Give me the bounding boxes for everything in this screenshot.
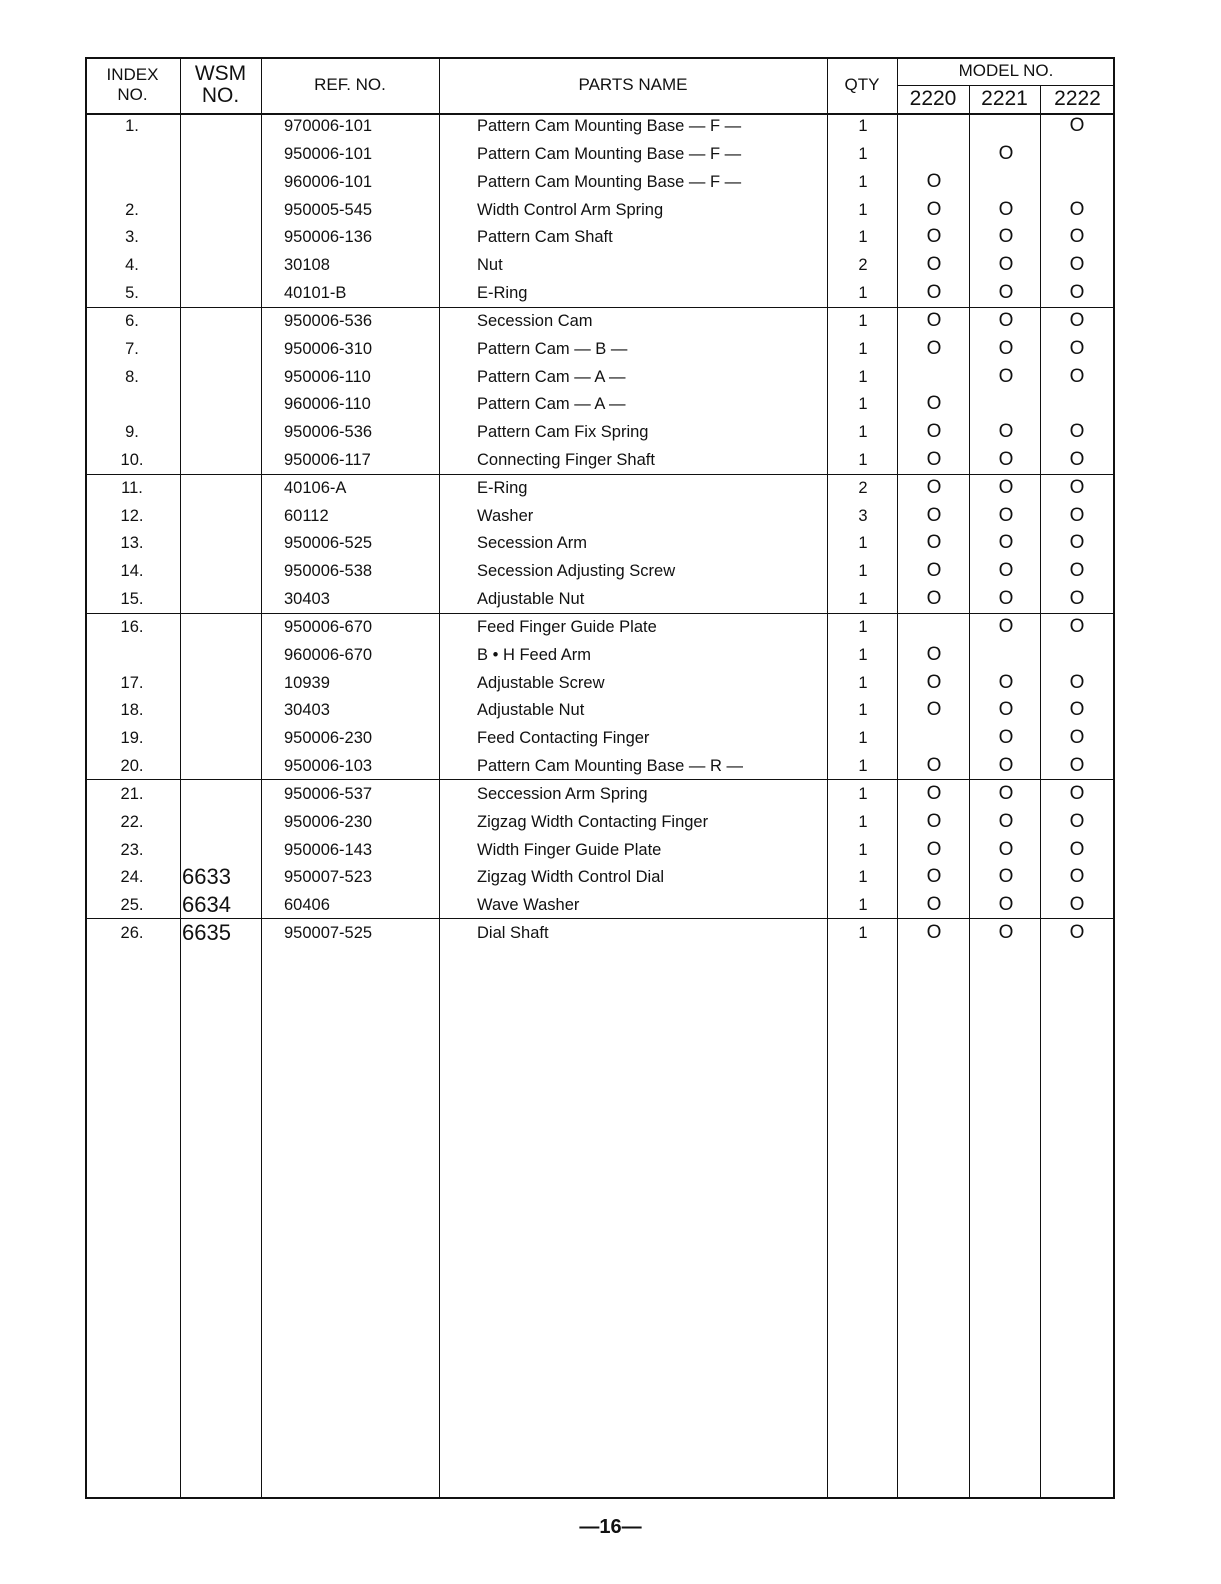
qty-cell: 1 bbox=[858, 924, 868, 943]
column-divider bbox=[827, 57, 828, 1499]
parts-name-cell: Zigzag Width Contacting Finger bbox=[477, 812, 709, 831]
header-parts-name: PARTS NAME bbox=[578, 75, 688, 94]
parts-table bbox=[85, 57, 1115, 1499]
model-2221-mark: O bbox=[998, 615, 1014, 637]
model-2220-mark: O bbox=[926, 393, 942, 415]
index-cell bbox=[85, 140, 179, 168]
model-2221-mark: O bbox=[998, 699, 1014, 721]
model-2220-mark: O bbox=[926, 421, 942, 443]
index-cell bbox=[85, 641, 179, 669]
model-2222-mark: O bbox=[1069, 755, 1085, 777]
header-model-2220: 2220 bbox=[909, 87, 957, 110]
model-2221-mark bbox=[971, 641, 1041, 669]
model-2222-mark: O bbox=[1069, 115, 1085, 136]
qty-cell: 1 bbox=[858, 284, 868, 302]
model-2221-mark: O bbox=[998, 254, 1014, 276]
model-2222-mark: O bbox=[1069, 699, 1085, 721]
parts-name-cell: Pattern Cam Mounting Base — F — bbox=[477, 144, 742, 163]
model-2220-mark bbox=[899, 112, 969, 140]
parts-name-cell: Adjustable Screw bbox=[477, 673, 605, 692]
ref-cell: 950006-230 bbox=[284, 729, 373, 748]
index-cell: 11. bbox=[121, 478, 143, 497]
index-cell: 23. bbox=[120, 840, 144, 859]
qty-cell: 3 bbox=[858, 506, 868, 525]
model-2220-mark: O bbox=[926, 755, 942, 777]
header-model-2221: 2221 bbox=[981, 87, 1028, 110]
model-2221-mark: O bbox=[998, 727, 1014, 749]
qty-cell: 1 bbox=[858, 228, 868, 247]
qty-cell: 1 bbox=[858, 200, 868, 219]
ref-cell: 950006-143 bbox=[284, 840, 373, 859]
model-2221-mark: O bbox=[998, 309, 1014, 331]
model-2221-mark: O bbox=[998, 142, 1014, 164]
model-2222-mark: O bbox=[1069, 365, 1085, 387]
parts-name-cell: B • H Feed Arm bbox=[477, 645, 591, 664]
ref-cell: 950006-670 bbox=[284, 617, 373, 636]
model-2221-mark: O bbox=[998, 198, 1014, 220]
index-cell: 10. bbox=[120, 451, 144, 469]
qty-cell: 1 bbox=[858, 840, 868, 859]
ref-cell: 30108 bbox=[284, 256, 330, 275]
model-2220-mark: O bbox=[926, 838, 942, 860]
model-2222-mark: O bbox=[1069, 532, 1085, 554]
header-index bbox=[85, 65, 180, 105]
model-2221-mark: O bbox=[998, 421, 1014, 443]
index-cell: 4. bbox=[125, 256, 139, 275]
ref-cell: 950006-536 bbox=[284, 311, 373, 330]
ref-cell: 10939 bbox=[284, 673, 330, 692]
model-2221-mark: O bbox=[998, 476, 1014, 498]
index-cell: 13. bbox=[120, 534, 144, 553]
index-cell: 8. bbox=[125, 367, 139, 386]
model-2222-mark: O bbox=[1069, 922, 1085, 944]
model-2222-mark: O bbox=[1069, 727, 1085, 749]
ref-cell: 970006-101 bbox=[284, 117, 373, 135]
parts-name-cell: Pattern Cam Mounting Base — F — bbox=[477, 172, 742, 191]
ref-cell: 30403 bbox=[284, 590, 330, 609]
qty-cell: 2 bbox=[858, 256, 868, 275]
qty-cell: 1 bbox=[858, 395, 868, 414]
index-cell: 26. bbox=[120, 924, 144, 943]
model-2222-mark: O bbox=[1069, 782, 1085, 804]
model-2222-mark bbox=[1042, 390, 1112, 418]
qty-cell: 2 bbox=[858, 478, 868, 497]
model-2220-mark: O bbox=[926, 254, 942, 276]
parts-name-cell: Feed Finger Guide Plate bbox=[477, 617, 657, 636]
model-2222-mark: O bbox=[1069, 838, 1085, 860]
model-2220-mark: O bbox=[926, 782, 942, 804]
qty-cell: 1 bbox=[858, 784, 868, 803]
model-2221-mark: O bbox=[998, 810, 1014, 832]
model-2222-mark: O bbox=[1069, 671, 1085, 693]
model-2220-mark bbox=[899, 363, 969, 391]
parts-name-cell: Feed Contacting Finger bbox=[477, 729, 650, 748]
qty-cell: 1 bbox=[858, 534, 868, 553]
model-2221-mark: O bbox=[998, 560, 1014, 582]
model-2222-mark: O bbox=[1069, 421, 1085, 443]
qty-cell: 1 bbox=[858, 451, 868, 469]
index-cell: 15. bbox=[120, 590, 144, 609]
model-2222-mark: O bbox=[1069, 198, 1085, 220]
column-divider bbox=[261, 57, 262, 1499]
model-2221-mark: O bbox=[998, 365, 1014, 387]
header-wsm-line1: WSM bbox=[194, 62, 247, 85]
ref-cell: 40106-A bbox=[284, 478, 347, 497]
model-header-divider bbox=[897, 85, 1115, 86]
model-2220-mark bbox=[899, 724, 969, 752]
qty-cell: 1 bbox=[858, 729, 868, 748]
model-2220-mark: O bbox=[926, 671, 942, 693]
ref-cell: 950007-525 bbox=[284, 924, 373, 943]
index-cell: 25. bbox=[120, 896, 144, 915]
index-cell: 14. bbox=[120, 562, 144, 581]
model-2220-mark: O bbox=[926, 476, 942, 498]
wsm-cell: 6634 bbox=[182, 892, 231, 918]
parts-name-cell: E-Ring bbox=[477, 478, 528, 497]
model-2222-mark bbox=[1042, 140, 1112, 168]
column-divider bbox=[439, 57, 440, 1499]
ref-cell: 950006-536 bbox=[284, 423, 373, 442]
model-2221-mark: O bbox=[998, 782, 1014, 804]
ref-cell: 960006-110 bbox=[284, 395, 371, 414]
model-2222-mark: O bbox=[1069, 615, 1085, 637]
qty-cell: 1 bbox=[858, 701, 868, 720]
qty-cell: 1 bbox=[858, 339, 868, 358]
index-cell: 22. bbox=[120, 812, 144, 831]
model-2222-mark: O bbox=[1069, 810, 1085, 832]
column-divider bbox=[969, 85, 970, 1499]
header-index-line2: NO. bbox=[117, 85, 148, 104]
qty-cell: 1 bbox=[858, 117, 868, 135]
model-2222-mark: O bbox=[1069, 254, 1085, 276]
model-2220-mark: O bbox=[926, 699, 942, 721]
ref-cell: 950006-101 bbox=[284, 144, 373, 163]
ref-cell: 40101-B bbox=[284, 284, 347, 302]
index-cell: 9. bbox=[125, 423, 139, 442]
index-cell: 19. bbox=[120, 729, 144, 748]
model-2222-mark: O bbox=[1069, 504, 1085, 526]
model-2220-mark bbox=[899, 140, 969, 168]
model-2222-mark: O bbox=[1069, 309, 1085, 331]
model-2221-mark: O bbox=[998, 504, 1014, 526]
parts-name-cell: Connecting Finger Shaft bbox=[477, 451, 655, 469]
model-2220-mark: O bbox=[926, 866, 942, 888]
model-2221-mark: O bbox=[998, 838, 1014, 860]
model-2222-mark bbox=[1042, 168, 1112, 196]
parts-name-cell: Adjustable Nut bbox=[477, 590, 585, 609]
parts-name-cell: Pattern Cam — B — bbox=[477, 339, 628, 358]
qty-cell: 1 bbox=[858, 311, 868, 330]
ref-cell: 950006-230 bbox=[284, 812, 373, 831]
parts-name-cell: Dial Shaft bbox=[477, 924, 549, 943]
parts-name-cell: Pattern Cam Fix Spring bbox=[477, 423, 649, 442]
model-2222-mark: O bbox=[1069, 588, 1085, 610]
parts-name-cell: Pattern Cam Mounting Base — R — bbox=[477, 757, 743, 776]
model-2221-mark: O bbox=[998, 226, 1014, 248]
ref-cell: 950006-538 bbox=[284, 562, 373, 581]
qty-cell: 1 bbox=[858, 144, 868, 163]
header-qty: QTY bbox=[844, 75, 880, 94]
parts-name-cell: E-Ring bbox=[477, 284, 528, 302]
model-2220-mark: O bbox=[926, 504, 942, 526]
qty-cell: 1 bbox=[858, 172, 868, 191]
column-divider bbox=[180, 57, 181, 1499]
parts-name-cell: Secession Cam bbox=[477, 311, 593, 330]
model-2220-mark bbox=[899, 613, 969, 641]
index-cell: 3. bbox=[125, 228, 139, 247]
qty-cell: 1 bbox=[858, 423, 868, 442]
model-2220-mark: O bbox=[926, 170, 942, 192]
model-2222-mark: O bbox=[1069, 226, 1085, 248]
parts-name-cell: Pattern Cam — A — bbox=[477, 395, 626, 414]
model-2220-mark: O bbox=[926, 922, 942, 944]
model-2222-mark: O bbox=[1069, 449, 1085, 470]
ref-cell: 950006-537 bbox=[284, 784, 373, 803]
ref-cell: 60112 bbox=[284, 506, 329, 525]
parts-name-cell: Pattern Cam — A — bbox=[477, 367, 626, 386]
qty-cell: 1 bbox=[858, 562, 868, 581]
model-2220-mark: O bbox=[926, 198, 942, 220]
ref-cell: 950006-117 bbox=[284, 451, 371, 469]
header-model-2222: 2222 bbox=[1054, 87, 1101, 110]
index-cell: 7. bbox=[125, 339, 139, 358]
index-cell: 24. bbox=[120, 868, 144, 887]
ref-cell: 950006-103 bbox=[284, 757, 373, 776]
model-2222-mark: O bbox=[1069, 337, 1085, 359]
model-2221-mark: O bbox=[998, 282, 1014, 303]
model-2220-mark: O bbox=[926, 560, 942, 582]
ref-cell: 960006-670 bbox=[284, 645, 373, 664]
qty-cell: 1 bbox=[858, 757, 868, 776]
parts-name-cell: Zigzag Width Control Dial bbox=[477, 868, 665, 887]
header-model: MODEL NO. bbox=[958, 61, 1054, 80]
index-cell: 17. bbox=[120, 673, 144, 692]
model-2222-mark: O bbox=[1069, 282, 1085, 303]
qty-cell: 1 bbox=[858, 868, 868, 887]
qty-cell: 1 bbox=[858, 645, 868, 664]
model-2222-mark: O bbox=[1069, 560, 1085, 582]
header-wsm bbox=[180, 63, 261, 107]
qty-cell: 1 bbox=[858, 673, 868, 692]
header-index-line1: INDEX bbox=[106, 65, 159, 84]
parts-name-cell: Secession Arm bbox=[477, 534, 588, 553]
model-2221-mark: O bbox=[998, 588, 1014, 610]
model-2222-mark: O bbox=[1069, 894, 1085, 916]
model-2222-mark bbox=[1042, 641, 1112, 669]
model-2221-mark: O bbox=[998, 922, 1014, 944]
model-2220-mark: O bbox=[926, 588, 942, 610]
header-wsm-line2: NO. bbox=[201, 84, 240, 107]
qty-cell: 1 bbox=[858, 896, 868, 915]
ref-cell: 30403 bbox=[284, 701, 330, 720]
model-2221-mark: O bbox=[998, 337, 1014, 359]
index-cell: 21. bbox=[120, 784, 144, 803]
model-2221-mark: O bbox=[998, 671, 1014, 693]
index-cell: 20. bbox=[120, 757, 144, 776]
model-2220-mark: O bbox=[926, 282, 942, 303]
model-2222-mark: O bbox=[1069, 866, 1085, 888]
model-2221-mark bbox=[971, 112, 1041, 140]
model-2222-mark: O bbox=[1069, 476, 1085, 498]
model-2221-mark: O bbox=[998, 532, 1014, 554]
model-2220-mark: O bbox=[926, 309, 942, 331]
model-2220-mark: O bbox=[926, 449, 942, 470]
ref-cell: 950006-525 bbox=[284, 534, 373, 553]
model-2221-mark: O bbox=[998, 755, 1014, 777]
ref-cell: 960006-101 bbox=[284, 172, 373, 191]
ref-cell: 950006-110 bbox=[284, 367, 371, 386]
ref-cell: 950007-523 bbox=[284, 868, 373, 887]
model-2220-mark: O bbox=[926, 643, 942, 665]
model-2220-mark: O bbox=[926, 894, 942, 916]
parts-name-cell: Washer bbox=[477, 506, 534, 525]
column-divider bbox=[897, 57, 898, 1499]
qty-cell: 1 bbox=[858, 812, 868, 831]
index-cell: 5. bbox=[125, 284, 139, 302]
header-ref: REF. NO. bbox=[314, 75, 386, 94]
wsm-cell: 6635 bbox=[182, 920, 231, 946]
parts-name-cell: Pattern Cam Shaft bbox=[477, 228, 613, 247]
ref-cell: 60406 bbox=[284, 896, 330, 915]
model-2221-mark bbox=[971, 390, 1041, 418]
index-cell: 6. bbox=[125, 311, 139, 330]
model-2221-mark: O bbox=[998, 894, 1014, 916]
wsm-cell: 6633 bbox=[182, 864, 231, 890]
model-2221-mark bbox=[971, 168, 1041, 196]
parts-name-cell: Nut bbox=[477, 256, 503, 275]
index-cell: 12. bbox=[120, 506, 144, 525]
ref-cell: 950005-545 bbox=[284, 200, 373, 219]
parts-name-cell: Pattern Cam Mounting Base — F — bbox=[477, 117, 742, 135]
page-number: —16— bbox=[579, 1516, 642, 1538]
index-cell: 2. bbox=[125, 200, 139, 219]
index-cell: 1. bbox=[125, 117, 139, 135]
model-2220-mark: O bbox=[926, 226, 942, 248]
parts-name-cell: Adjustable Nut bbox=[477, 701, 585, 720]
index-cell bbox=[85, 168, 179, 196]
index-cell: 18. bbox=[120, 701, 144, 720]
parts-name-cell: Width Finger Guide Plate bbox=[477, 840, 662, 859]
model-2221-mark: O bbox=[998, 866, 1014, 888]
index-cell bbox=[85, 390, 179, 418]
qty-cell: 1 bbox=[858, 590, 868, 609]
parts-name-cell: Secession Adjusting Screw bbox=[477, 562, 676, 581]
model-2220-mark: O bbox=[926, 337, 942, 359]
parts-name-cell: Width Control Arm Spring bbox=[477, 200, 664, 219]
parts-name-cell: Seccession Arm Spring bbox=[477, 784, 648, 803]
ref-cell: 950006-310 bbox=[284, 339, 373, 358]
parts-name-cell: Wave Washer bbox=[477, 896, 580, 915]
model-2221-mark: O bbox=[998, 449, 1014, 470]
ref-cell: 950006-136 bbox=[284, 228, 373, 247]
qty-cell: 1 bbox=[858, 617, 868, 636]
index-cell: 16. bbox=[120, 617, 144, 636]
model-2220-mark: O bbox=[926, 810, 942, 832]
model-2220-mark: O bbox=[926, 532, 942, 554]
qty-cell: 1 bbox=[858, 367, 868, 386]
